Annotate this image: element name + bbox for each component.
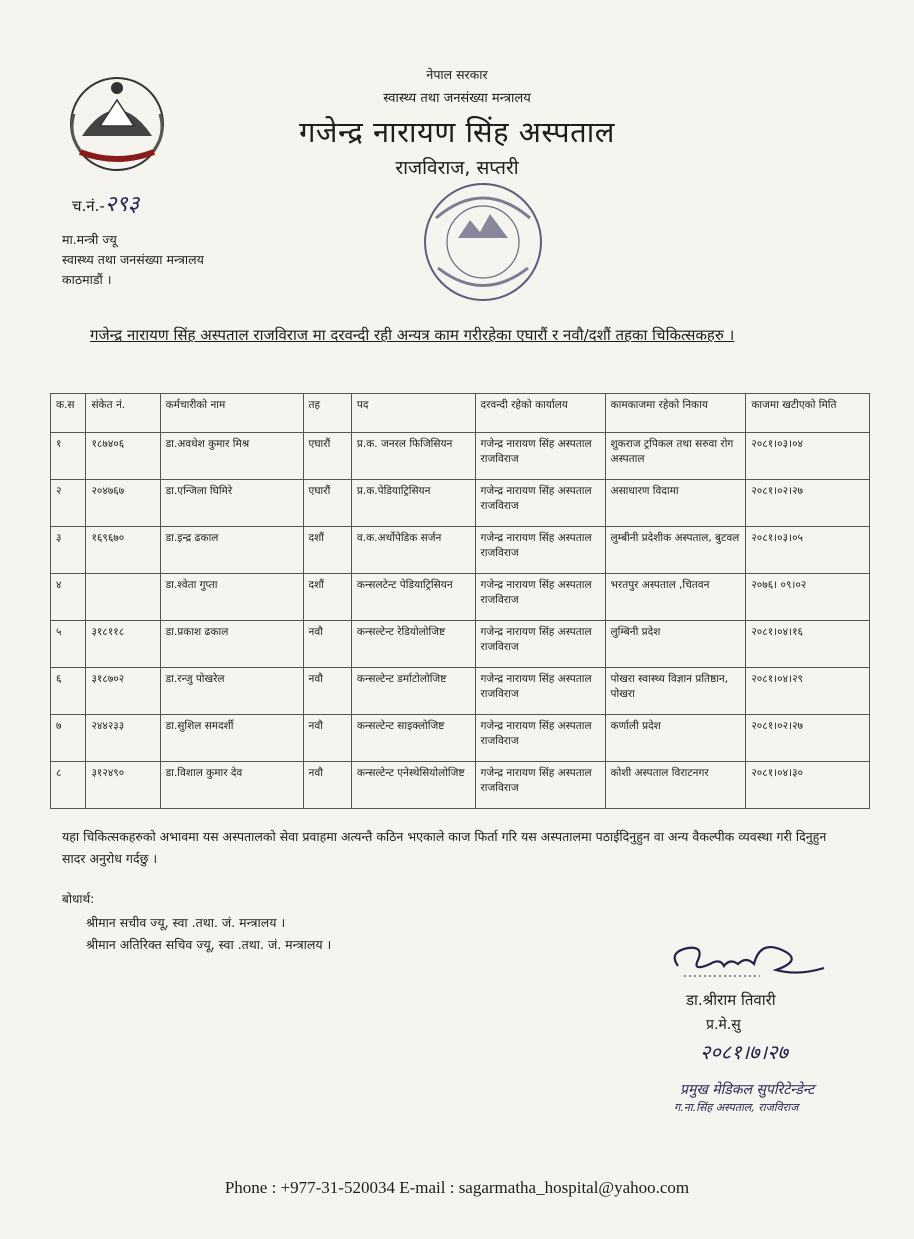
chalani-value: २९३ [104,192,140,217]
cell-office: गजेन्द्र नारायण सिंह अस्पताल राजविराज [475,574,605,621]
cell-code: २४४२३३ [86,715,160,762]
hospital-location: राजविराज, सप्तरी [395,157,519,179]
column-header: काजमा खटीएको मिति [746,394,870,433]
cell-post: कन्सल्टेन्ट साइक्लोजिष्ट [351,715,475,762]
subject-line [90,322,830,348]
table-row [51,668,870,715]
table-header-row [51,394,870,433]
cell-working: पोखरा स्वास्थ्य विज्ञान प्रतिष्ठान, पोखरा [605,668,746,715]
designation-stamp-address: ग.ना.सिंह अस्पताल, राजविराज [674,1101,799,1114]
request-paragraph: यहा चिकित्सकहरुको अभावमा यस अस्पतालको सेवा प्रवाहमा अत्यन्तै कठिन भएकाले काज फिर्ता गरि यस अस्पतालमा पठाईदिनुहुन वा अन्य वैकल्पीक व्यवस्था गरी दिनुहुन सादर अनुरोध गर्दछु । [62,829,827,866]
cell-name: डा.सुशिल समदर्शी [160,715,303,762]
cell-sn: ७ [51,715,86,762]
addressee-block [62,230,204,290]
signatory-title: प्र.मे.सु [706,1017,741,1033]
cell-sn: ८ [51,762,86,809]
cc-item: श्रीमान सचीव ज्यू, स्वा .तथा. जं. मन्त्रालय । [86,915,286,930]
cell-name: डा.एन्जिला घिमिरे [160,480,303,527]
column-header: कामकाजमा रहेको निकाय [605,394,746,433]
cell-post: कन्सल्टेन्ट डर्माटोलोजिष्ट [351,668,475,715]
cell-post: कन्सल्टेन्ट एनेस्थेसियोलोजिष्ट [351,762,475,809]
cell-working: लुम्बिनी प्रदेश [605,621,746,668]
cell-date: २०८१।०४।१६ [746,621,870,668]
cell-post: कन्सल्टेन्ट रेडियोलोजिष्ट [351,621,475,668]
cell-code [86,574,160,621]
cell-date: २०८१।०३।०५ [746,527,870,574]
cell-office: गजेन्द्र नारायण सिंह अस्पताल राजविराज [475,715,605,762]
cell-code: १८७४०६ [86,433,160,480]
cell-office: गजेन्द्र नारायण सिंह अस्पताल राजविराज [475,527,605,574]
cell-sn: ६ [51,668,86,715]
cell-working: लुम्बीनी प्रदेशीक अस्पताल, बुटवल [605,527,746,574]
cell-code: ३१८७०२ [86,668,160,715]
cell-working: भरतपुर अस्पताल ,चितवन [605,574,746,621]
chalani-number [72,188,139,218]
table-row [51,433,870,480]
cell-sn: ५ [51,621,86,668]
addressee-line: स्वास्थ्य तथा जनसंख्या मन्त्रालय [62,252,204,267]
table-row [51,715,870,762]
cell-code: ३१२४९० [86,762,160,809]
addressee-line: काठमाडौं । [62,272,112,287]
cell-name: डा.विशाल कुमार देव [160,762,303,809]
cell-name: डा.अवधेश कुमार मिश्र [160,433,303,480]
cell-post: कन्सलटेन्ट पेडियाट्रिसियन [351,574,475,621]
cell-level: दशौं [303,527,351,574]
cell-date: २०८१।०२।२७ [746,715,870,762]
signature-date: २०८१।७।२७ [700,1040,788,1064]
cell-date: २०८१।०४।३० [746,762,870,809]
cell-working: कर्णाली प्रदेश [605,715,746,762]
hospital-name: गजेन्द्र नारायण सिंह अस्पताल [299,115,615,149]
cell-date: २०८१।०४।२९ [746,668,870,715]
cell-working: असाधारण विदामा [605,480,746,527]
cell-code: १६९६७० [86,527,160,574]
table-row [51,762,870,809]
column-header: पद [351,394,475,433]
cell-sn: २ [51,480,86,527]
chalani-label: च.नं.- [72,197,105,215]
column-header: दरवन्दी रहेको कार्यालय [475,394,605,433]
cell-sn: १ [51,433,86,480]
table-row [51,574,870,621]
cell-post: प्र.क.पेडियाट्रिसियन [351,480,475,527]
cell-office: गजेन्द्र नारायण सिंह अस्पताल राजविराज [475,668,605,715]
table-row [51,621,870,668]
contact-footer: Phone : +977-31-520034 E-mail : sagarmatha_hospital@yahoo.com [224,1178,690,1197]
subject-text: गजेन्द्र नारायण सिंह अस्पताल राजविराज मा दरवन्दी रही अन्यत्र काम गरीरहेका एघारौं र नवौ/दशौं तहका चिकित्सकहरु । [90,326,735,344]
cell-date: २०८१।०३।०४ [746,433,870,480]
cell-post: व.क.अर्थोपेडिक सर्जन [351,527,475,574]
doctors-table [50,393,870,809]
cell-sn: ४ [51,574,86,621]
cell-date: २०८१।०२।२७ [746,480,870,527]
cc-item: श्रीमान अतिरिक्त सचिव ज्यू, स्वा .तथा. जं. मन्त्रालय । [86,937,332,952]
cell-level: नवौ [303,621,351,668]
signatory-name: डा.श्रीराम तिवारी [686,991,776,1009]
cell-level: एघारौं [303,480,351,527]
signature-icon [664,930,834,990]
cell-office: गजेन्द्र नारायण सिंह अस्पताल राजविराज [475,762,605,809]
cell-working: कोशी अस्पताल विराटनगर [605,762,746,809]
cell-office: गजेन्द्र नारायण सिंह अस्पताल राजविराज [475,621,605,668]
column-header: तह [303,394,351,433]
cc-title: बोधार्थ: [62,892,95,906]
govt-name: नेपाल सरकार [426,67,488,82]
cell-name: डा.इन्द्र ढकाल [160,527,303,574]
cell-name: डा.रन्जु पोखरेल [160,668,303,715]
cell-office: गजेन्द्र नारायण सिंह अस्पताल राजविराज [475,480,605,527]
cell-level: नवौ [303,668,351,715]
column-header: कर्मचारीको नाम [160,394,303,433]
cell-level: नवौ [303,762,351,809]
cell-post: प्र.क. जनरल फिजिसियन [351,433,475,480]
designation-stamp: प्रमुख मेडिकल सुपरिटेन्डेन्ट [680,1082,815,1098]
table-row [51,480,870,527]
cell-office: गजेन्द्र नारायण सिंह अस्पताल राजविराज [475,433,605,480]
hospital-seal-icon [408,178,558,306]
column-header: संकेत नं. [86,394,160,433]
cell-name: डा.श्वेता गुप्ता [160,574,303,621]
ministry-name: स्वास्थ्य तथा जनसंख्या मन्त्रालय [383,91,531,106]
cell-code: ३१८११८ [86,621,160,668]
cell-name: डा.प्रकाश ढकाल [160,621,303,668]
table-row [51,527,870,574]
cell-date: २०७६। ०९।०२ [746,574,870,621]
cell-level: दशौं [303,574,351,621]
cell-code: २०४७६७ [86,480,160,527]
addressee-line: मा.मन्त्री ज्यू [62,232,117,247]
cc-list [86,912,331,956]
cell-level: नवौ [303,715,351,762]
cell-sn: ३ [51,527,86,574]
cell-level: एघारौं [303,433,351,480]
cell-working: शुकराज ट्रपिकल तथा सरुवा रोग अस्पताल [605,433,746,480]
column-header: क.स [51,394,86,433]
